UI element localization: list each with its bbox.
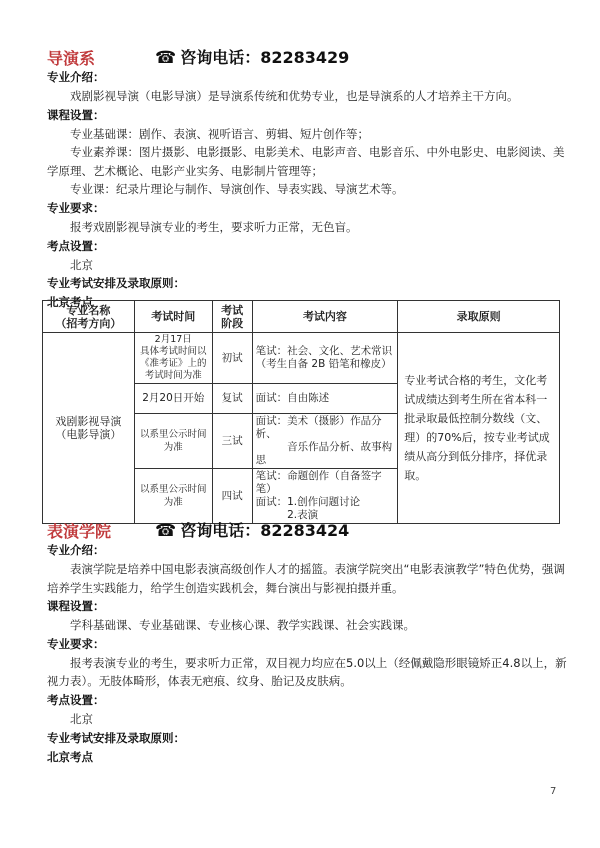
intro-label: 专业介绍： [47, 543, 105, 557]
stage-cell: 四试 [212, 469, 252, 524]
intro-text: 戏剧影视导演（电影导演）是导演系传统和优势专业，也是导演系的人才培养主干方向。 [70, 89, 519, 103]
beijing-site-label: 北京考点 [47, 295, 93, 310]
course-item: 专业素养课：图片摄影、电影摄影、电影美术、电影声音、电影音乐、中外电影史、电影阅读、美学原理、艺术概论、电影产业实务、电影制片管理等； [47, 145, 565, 178]
section-directing [47, 46, 567, 312]
intro-label: 专业介绍： [47, 70, 105, 84]
phone-line [155, 45, 349, 68]
section-title: 表演学院 [47, 522, 112, 541]
site-label: 考点设置： [47, 238, 105, 253]
site-text: 北京 [70, 257, 93, 272]
major-cell: 戏剧影视导演 （电影导演） [43, 333, 135, 524]
header-time: 考试时间 [134, 301, 212, 333]
beijing-site-label: 北京考点 [47, 749, 93, 764]
time-cell: 以系里公示时间 为准 [134, 414, 212, 469]
course-label: 课程设置： [47, 599, 105, 614]
intro-text: 表演学院是培养中国电影表演高级创作人才的摇篮。表演学院突出“电影表演教学”特色优势，强调培养学生实践能力，给学生创造实践机会，舞台演出与影视拍摄并重。 [47, 562, 565, 595]
course-item: 专业课：纪录片理论与制作、导演创作、导表实践、导演艺术等。 [70, 182, 404, 197]
site-text: 北京 [70, 711, 93, 726]
site-label: 考点设置： [47, 692, 105, 707]
phone-text: 咨询电话：82283424 [180, 521, 350, 540]
requirement-text: 报考戏剧影视导演专业的考生，要求听力正常，无色盲。 [70, 219, 358, 234]
table-header-row [43, 301, 560, 333]
page-number: 7 [550, 786, 557, 797]
content-cell: 笔试：命题创作（自备签字笔） 面试：1.创作问题讨论 2.表演 [252, 469, 398, 524]
arrange-label: 专业考试安排及录取原则： [47, 730, 185, 745]
time-cell: 2月17日 具体考试时间以 《准考证》上的 考试时间为准 [134, 333, 212, 384]
header-stage: 考试 阶段 [212, 301, 252, 333]
content-cell: 面试：自由陈述 [252, 384, 398, 414]
course-item: 学科基础课、专业基础课、专业核心课、教学实践课、社会实践课。 [70, 618, 415, 633]
requirement-text: 报考表演专业的考生，要求听力正常，双目视力均应在5.0以上（经佩戴隐形眼镜矫正4.8以上，新视力表）。无肢体畸形，体表无疤痕、纹身、胎记及皮肤病。 [47, 655, 567, 689]
course-item: 专业基础课：剧作、表演、视听语言、剪辑、短片创作等； [70, 126, 369, 141]
content-cell: 面试：美术（摄影）作品分析、 音乐作品分析、故事构思 [252, 414, 398, 469]
stage-cell: 三试 [212, 414, 252, 469]
requirement-label: 专业要求： [47, 636, 105, 651]
header-principle: 录取原则 [398, 301, 560, 333]
table-row [43, 333, 560, 384]
exam-table [42, 300, 560, 524]
principle-cell: 专业考试合格的考生，文化考试成绩达到考生所在省本科一批录取最低控制分数线（文、理）的70%后，按专业考试成绩从高分到低分排序，择优录取。 [398, 333, 560, 524]
header-content: 考试内容 [252, 301, 398, 333]
stage-cell: 初试 [212, 333, 252, 384]
phone-line [155, 518, 349, 541]
phone-text: 咨询电话：82283429 [180, 48, 350, 67]
arrange-label: 专业考试安排及录取原则： [47, 276, 185, 291]
telephone-icon: ☎ [155, 521, 177, 541]
telephone-icon: ☎ [155, 48, 177, 68]
time-cell: 以系里公示时间 为准 [134, 469, 212, 524]
header-major: 专业名称 （招考方向） [43, 301, 135, 333]
requirement-label: 专业要求： [47, 200, 105, 215]
content-cell: 笔试：社会、文化、艺术常识 （考生自备 2B 铅笔和橡皮） [252, 333, 398, 384]
stage-cell: 复试 [212, 384, 252, 414]
time-cell: 2月20日开始 [134, 384, 212, 414]
section-title: 导演系 [47, 49, 96, 68]
section-acting [47, 519, 567, 767]
course-label: 课程设置： [47, 107, 105, 122]
